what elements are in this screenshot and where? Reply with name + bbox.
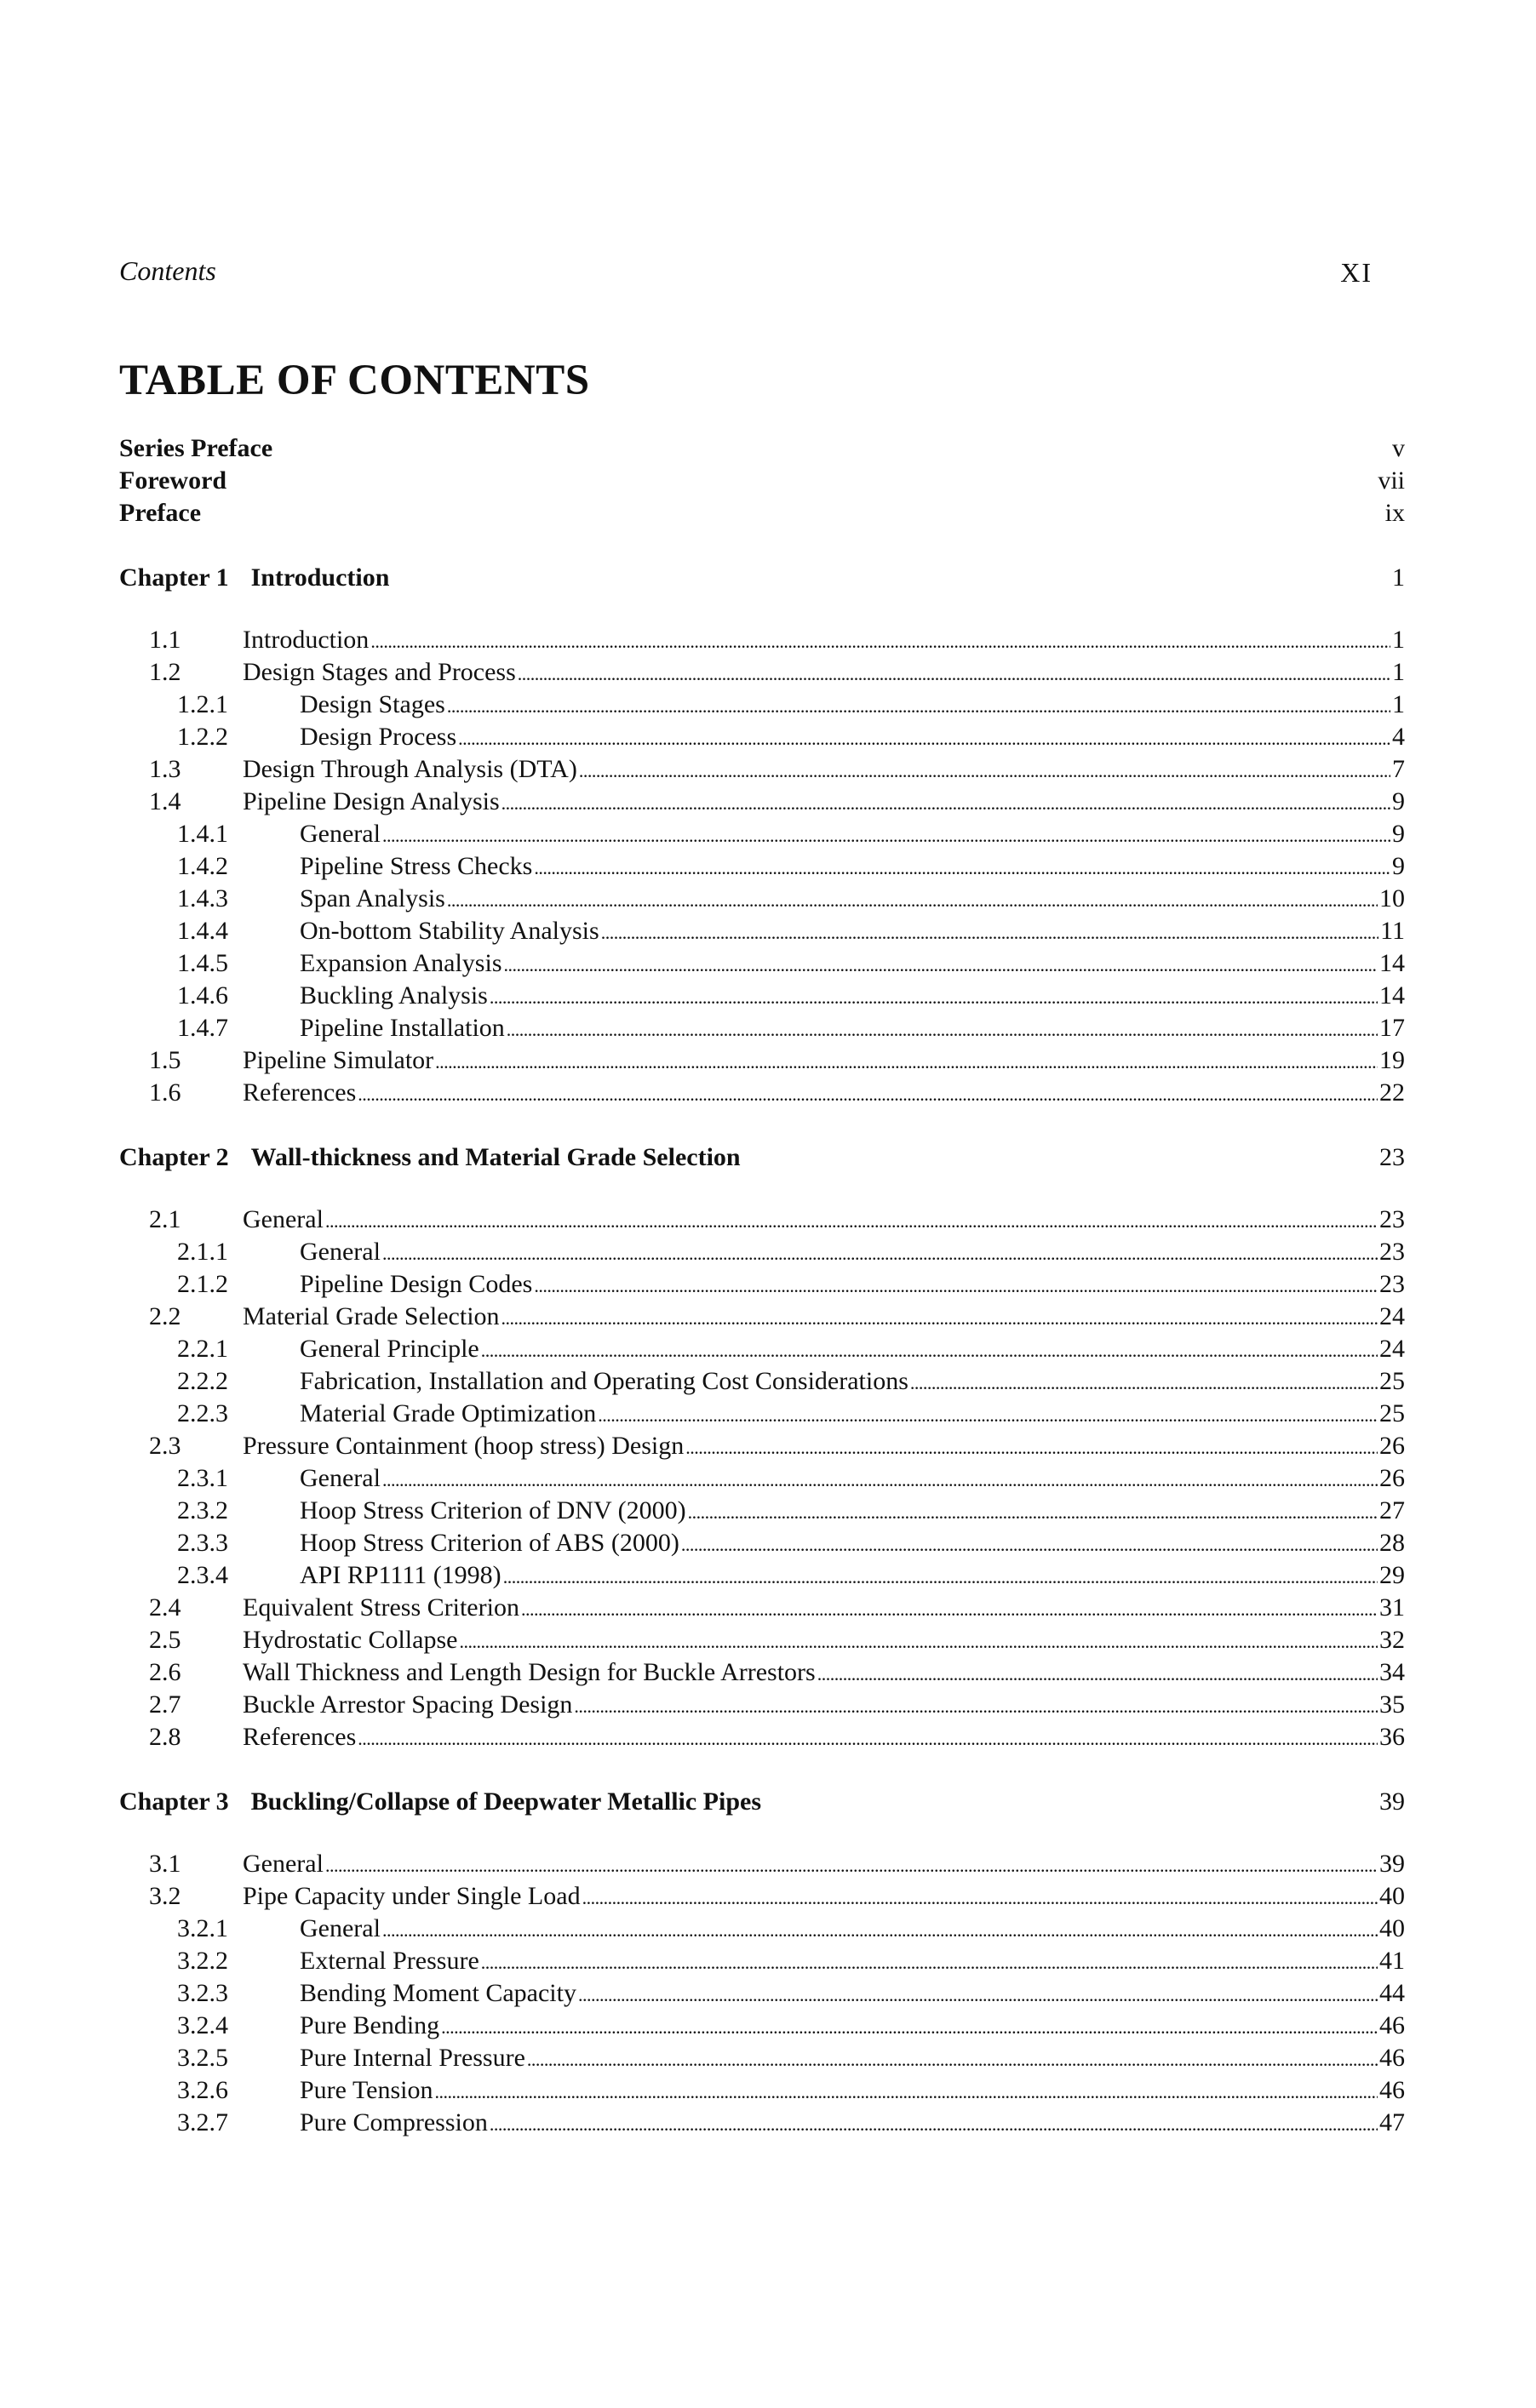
entry-page: 46 (1379, 2011, 1405, 2039)
entry-number: 2.8 (149, 1723, 181, 1751)
section-entry (119, 1078, 1405, 1111)
entry-number: 3.2.2 (177, 1947, 228, 1975)
entry-page: 47 (1379, 2108, 1405, 2136)
entry-page: 23 (1379, 1205, 1405, 1233)
chapter-heading (119, 1143, 1405, 1175)
subsection-entry (119, 1979, 1405, 2011)
entry-title: General (300, 1238, 381, 1266)
running-title: Contents (119, 255, 216, 286)
section-entry (119, 1882, 1405, 1914)
chapter-entries (119, 1850, 1405, 2141)
dot-leader (325, 1850, 1378, 1879)
section-entry (119, 787, 1405, 820)
entry-title: External Pressure (300, 1947, 479, 1975)
dot-leader (578, 1979, 1378, 2008)
section-entry (119, 1626, 1405, 1658)
chapter-block (119, 563, 1405, 1111)
dot-leader (481, 1947, 1378, 1976)
subsection-entry (119, 884, 1405, 917)
entry-title: Material Grade Optimization (300, 1399, 597, 1427)
entry-number: 2.3 (149, 1432, 181, 1460)
dot-leader (598, 1399, 1378, 1428)
entry-page: 28 (1379, 1529, 1405, 1557)
subsection-entry (119, 1496, 1405, 1529)
dot-leader (910, 1367, 1378, 1396)
entry-title: General (300, 1914, 381, 1942)
chapter-label: Chapter 1 (119, 563, 229, 592)
entry-title: API RP1111 (1998) (300, 1561, 501, 1589)
entry-title: Pure Bending (300, 2011, 440, 2039)
front-matter-list (119, 434, 1405, 531)
chapter-heading (119, 563, 1405, 596)
dot-leader (459, 1626, 1378, 1655)
entry-number: 1.4.3 (177, 884, 228, 912)
subsection-entry (119, 723, 1405, 755)
dot-leader (681, 1529, 1378, 1558)
entry-number: 2.2 (149, 1302, 181, 1330)
entry-number: 3.2 (149, 1882, 181, 1910)
dot-leader (490, 2108, 1378, 2137)
chapter-heading-text (119, 1143, 741, 1172)
dot-leader (688, 1496, 1378, 1525)
dot-leader (507, 1014, 1378, 1043)
entry-title: Buckle Arrestor Spacing Design (243, 1690, 573, 1719)
entry-title: Design Process (300, 723, 457, 751)
entry-number: 2.2.2 (177, 1367, 228, 1395)
subsection-entry (119, 1270, 1405, 1302)
section-entry (119, 1205, 1405, 1238)
entry-number: 3.1 (149, 1850, 181, 1878)
entry-page: 40 (1379, 1882, 1405, 1910)
dot-leader (358, 1723, 1378, 1752)
subsection-entry (119, 1561, 1405, 1593)
entry-number: 1.4.6 (177, 981, 228, 1010)
dot-leader (601, 917, 1378, 946)
dot-leader (458, 723, 1390, 752)
entry-number: 3.2.6 (177, 2076, 228, 2104)
entry-title: General (300, 820, 381, 848)
front-matter-title: Series Preface (119, 434, 273, 462)
dot-leader (382, 1914, 1378, 1943)
entry-number: 1.1 (149, 626, 181, 654)
entry-page: 29 (1379, 1561, 1405, 1589)
subsection-entry (119, 1367, 1405, 1399)
entry-title: Pipeline Design Codes (300, 1270, 533, 1298)
chapter-label: Chapter 2 (119, 1143, 229, 1171)
entry-number: 2.2.3 (177, 1399, 228, 1427)
front-matter-title: Preface (119, 499, 202, 527)
front-matter-title: Foreword (119, 466, 227, 495)
entry-title: Hydrostatic Collapse (243, 1626, 458, 1654)
entry-number: 2.4 (149, 1593, 181, 1622)
dot-leader (579, 755, 1390, 784)
chapter-list (119, 563, 1405, 2141)
dot-leader (358, 1078, 1378, 1107)
dot-leader (382, 1464, 1378, 1493)
entry-title: Expansion Analysis (300, 949, 502, 977)
entry-title: General (243, 1205, 324, 1233)
chapter-page: 1 (1392, 563, 1405, 592)
section-entry (119, 1593, 1405, 1626)
chapter-label: Chapter 3 (119, 1787, 229, 1816)
subsection-entry (119, 1335, 1405, 1367)
front-matter-page: v (1392, 434, 1405, 462)
entry-number: 2.1.2 (177, 1270, 228, 1298)
entry-page: 31 (1379, 1593, 1405, 1622)
entry-number: 1.5 (149, 1046, 181, 1074)
section-entry (119, 1302, 1405, 1335)
entry-page: 14 (1379, 981, 1405, 1010)
subsection-entry (119, 2044, 1405, 2076)
entry-title: Pipeline Design Analysis (243, 787, 500, 815)
subsection-entry (119, 981, 1405, 1014)
entry-title: Buckling Analysis (300, 981, 488, 1010)
chapter-block (119, 1143, 1405, 1755)
chapter-heading-text (119, 563, 389, 592)
entry-title: Design Stages (300, 690, 445, 718)
subsection-entry (119, 690, 1405, 723)
entry-number: 1.4.4 (177, 917, 228, 945)
entry-number: 1.2.2 (177, 723, 228, 751)
entry-title: Pressure Containment (hoop stress) Design (243, 1432, 685, 1460)
entry-number: 3.2.5 (177, 2044, 228, 2072)
section-entry (119, 1432, 1405, 1464)
entry-number: 2.1.1 (177, 1238, 228, 1266)
entry-number: 3.2.3 (177, 1979, 228, 2007)
entry-title: Pipe Capacity under Single Load (243, 1882, 581, 1910)
entry-page: 9 (1392, 852, 1405, 880)
subsection-entry (119, 852, 1405, 884)
entry-number: 3.2.1 (177, 1914, 228, 1942)
entry-title: Bending Moment Capacity (300, 1979, 576, 2007)
entry-number: 1.4.2 (177, 852, 228, 880)
entry-page: 25 (1379, 1399, 1405, 1427)
entry-number: 1.3 (149, 755, 181, 783)
subsection-entry (119, 1238, 1405, 1270)
chapter-heading (119, 1787, 1405, 1820)
entry-page: 26 (1379, 1432, 1405, 1460)
entry-number: 3.2.4 (177, 2011, 228, 2039)
entry-number: 2.3.3 (177, 1529, 228, 1557)
entry-title: Pure Internal Pressure (300, 2044, 525, 2072)
chapter-title: Buckling/Collapse of Deepwater Metallic Pipes (250, 1787, 762, 1816)
entry-title: Span Analysis (300, 884, 445, 912)
entry-page: 17 (1379, 1014, 1405, 1042)
entry-page: 25 (1379, 1367, 1405, 1395)
subsection-entry (119, 949, 1405, 981)
dot-leader (521, 1593, 1378, 1622)
entry-number: 1.4.1 (177, 820, 228, 848)
dot-leader (447, 884, 1378, 913)
dot-leader (481, 1335, 1378, 1364)
entry-page: 41 (1379, 1947, 1405, 1975)
section-entry (119, 1046, 1405, 1078)
subsection-entry (119, 1014, 1405, 1046)
dot-leader (435, 2076, 1378, 2105)
chapter-title: Introduction (250, 563, 390, 592)
entry-page: 32 (1379, 1626, 1405, 1654)
entry-page: 44 (1379, 1979, 1405, 2007)
section-entry (119, 755, 1405, 787)
section-entry (119, 1723, 1405, 1755)
chapter-title: Wall-thickness and Material Grade Selection (250, 1143, 741, 1171)
dot-leader (574, 1690, 1378, 1719)
front-matter-page: ix (1384, 499, 1405, 527)
page-number: XI (1340, 257, 1373, 288)
dot-leader (534, 1270, 1378, 1299)
entry-number: 2.7 (149, 1690, 181, 1719)
section-entry (119, 1850, 1405, 1882)
section-entry (119, 1658, 1405, 1690)
subsection-entry (119, 1464, 1405, 1496)
entry-page: 14 (1379, 949, 1405, 977)
entry-number: 2.1 (149, 1205, 181, 1233)
subsection-entry (119, 917, 1405, 949)
front-matter-page: vii (1378, 466, 1405, 495)
entry-title: Hoop Stress Criterion of ABS (2000) (300, 1529, 679, 1557)
entry-page: 46 (1379, 2076, 1405, 2104)
chapter-entries (119, 1205, 1405, 1755)
entry-page: 35 (1379, 1690, 1405, 1719)
chapter-page: 23 (1379, 1143, 1405, 1171)
entry-number: 1.4.7 (177, 1014, 228, 1042)
subsection-entry (119, 2108, 1405, 2141)
entry-title: Pipeline Installation (300, 1014, 505, 1042)
chapter-entries (119, 626, 1405, 1111)
entry-page: 34 (1379, 1658, 1405, 1686)
subsection-entry (119, 820, 1405, 852)
entry-title: Pure Compression (300, 2108, 488, 2136)
dot-leader (817, 1658, 1378, 1687)
entry-number: 2.3.1 (177, 1464, 228, 1492)
subsection-entry (119, 2076, 1405, 2108)
entry-page: 1 (1392, 626, 1405, 654)
front-matter-entry (119, 434, 1405, 466)
dot-leader (501, 787, 1390, 816)
entry-page: 22 (1379, 1078, 1405, 1107)
entry-page: 1 (1392, 690, 1405, 718)
dot-leader (490, 981, 1378, 1010)
entry-page: 1 (1392, 658, 1405, 686)
dot-leader (518, 658, 1390, 687)
subsection-entry (119, 1399, 1405, 1432)
dot-leader (382, 820, 1390, 849)
subsection-entry (119, 1947, 1405, 1979)
entry-number: 2.3.4 (177, 1561, 228, 1589)
entry-number: 2.5 (149, 1626, 181, 1654)
dot-leader (435, 1046, 1378, 1075)
entry-number: 1.6 (149, 1078, 181, 1107)
subsection-entry (119, 1529, 1405, 1561)
entry-title: References (243, 1723, 357, 1751)
entry-page: 19 (1379, 1046, 1405, 1074)
dot-leader (504, 949, 1378, 978)
entry-page: 23 (1379, 1270, 1405, 1298)
entry-number: 1.4 (149, 787, 181, 815)
entry-title: Wall Thickness and Length Design for Buckle Arrestors (243, 1658, 816, 1686)
entry-page: 27 (1379, 1496, 1405, 1524)
entry-title: Material Grade Selection (243, 1302, 500, 1330)
entry-page: 7 (1392, 755, 1405, 783)
dot-leader (527, 2044, 1378, 2073)
entry-page: 40 (1379, 1914, 1405, 1942)
entry-number: 2.3.2 (177, 1496, 228, 1524)
dot-leader (501, 1302, 1378, 1331)
entry-page: 39 (1379, 1850, 1405, 1878)
entry-title: Pipeline Simulator (243, 1046, 434, 1074)
front-matter-entry (119, 499, 1405, 531)
dot-leader (370, 626, 1390, 655)
entry-title: General Principle (300, 1335, 479, 1363)
dot-leader (382, 1238, 1378, 1267)
dot-leader (441, 2011, 1378, 2040)
entry-page: 24 (1379, 1302, 1405, 1330)
chapter-heading-text (119, 1787, 761, 1816)
entry-page: 24 (1379, 1335, 1405, 1363)
section-entry (119, 1690, 1405, 1723)
entry-page: 23 (1379, 1238, 1405, 1266)
front-matter-entry (119, 466, 1405, 499)
entry-number: 1.4.5 (177, 949, 228, 977)
entry-page: 4 (1392, 723, 1405, 751)
entry-number: 2.2.1 (177, 1335, 228, 1363)
entry-title: Introduction (243, 626, 370, 654)
dot-leader (503, 1561, 1378, 1590)
page-title: TABLE OF CONTENTS (119, 357, 590, 404)
chapter-block (119, 1787, 1405, 2141)
entry-number: 1.2.1 (177, 690, 228, 718)
entry-title: Design Stages and Process (243, 658, 516, 686)
entry-title: General (243, 1850, 324, 1878)
entry-title: References (243, 1078, 357, 1107)
entry-title: Pipeline Stress Checks (300, 852, 533, 880)
entry-title: Pure Tension (300, 2076, 433, 2104)
entry-page: 36 (1379, 1723, 1405, 1751)
entry-page: 11 (1380, 917, 1405, 945)
dot-leader (325, 1205, 1378, 1234)
entry-title: Equivalent Stress Criterion (243, 1593, 519, 1622)
entry-title: Design Through Analysis (DTA) (243, 755, 577, 783)
entry-title: General (300, 1464, 381, 1492)
subsection-entry (119, 2011, 1405, 2044)
entry-title: Fabrication, Installation and Operating Cost Considerations (300, 1367, 908, 1395)
entry-page: 46 (1379, 2044, 1405, 2072)
entry-number: 2.6 (149, 1658, 181, 1686)
entry-number: 3.2.7 (177, 2108, 228, 2136)
dot-leader (582, 1882, 1378, 1911)
dot-leader (685, 1432, 1378, 1461)
subsection-entry (119, 1914, 1405, 1947)
entry-page: 10 (1379, 884, 1405, 912)
chapter-page: 39 (1379, 1787, 1405, 1816)
entry-page: 9 (1392, 787, 1405, 815)
entry-page: 9 (1392, 820, 1405, 848)
section-entry (119, 658, 1405, 690)
entry-page: 26 (1379, 1464, 1405, 1492)
dot-leader (534, 852, 1390, 881)
dot-leader (447, 690, 1390, 719)
entry-title: On-bottom Stability Analysis (300, 917, 599, 945)
entry-title: Hoop Stress Criterion of DNV (2000) (300, 1496, 686, 1524)
entry-number: 1.2 (149, 658, 181, 686)
table-of-contents (119, 434, 1405, 2141)
section-entry (119, 626, 1405, 658)
